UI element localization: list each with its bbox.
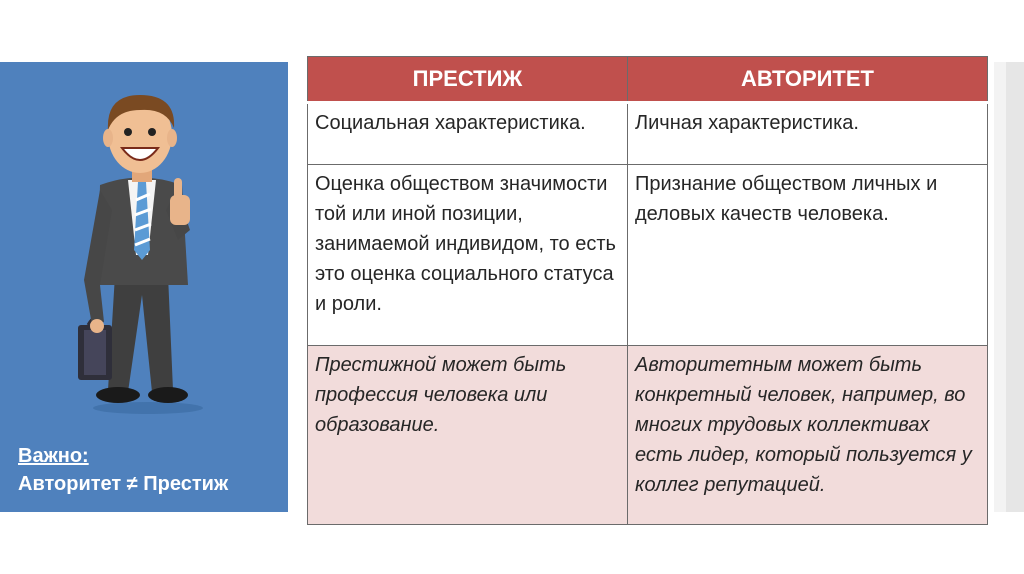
header-authority: АВТОРИТЕТ	[628, 57, 988, 103]
table-cell: Социальная характеристика.	[308, 103, 628, 165]
table-header-row	[308, 57, 988, 103]
header-prestige: ПРЕСТИЖ	[308, 57, 628, 103]
comparison-table	[307, 56, 988, 525]
table-row	[308, 165, 988, 346]
table-cell: Личная характеристика.	[628, 103, 988, 165]
right-decoration-inner	[994, 62, 1006, 512]
table-row	[308, 103, 988, 165]
table-cell: Престижной может быть профессия человека или образование.	[308, 346, 628, 525]
note	[18, 442, 228, 498]
note-title: Важно:	[18, 445, 89, 467]
table-cell: Авторитетным может быть конкретный человек, например, во многих трудовых коллективах есть лидер, который пользуется у коллег репутацией.	[628, 346, 988, 525]
table-cell: Оценка обществом значимости той или иной позиции, занимаемой индивидом, то есть это оценка социального статуса и роли.	[308, 165, 628, 346]
note-text: Авторитет ≠ Престиж	[18, 473, 229, 495]
businessman-illustration	[70, 90, 210, 415]
table-row	[308, 346, 988, 525]
table-cell: Признание обществом личных и деловых качеств человека.	[628, 165, 988, 346]
left-panel	[0, 62, 288, 512]
